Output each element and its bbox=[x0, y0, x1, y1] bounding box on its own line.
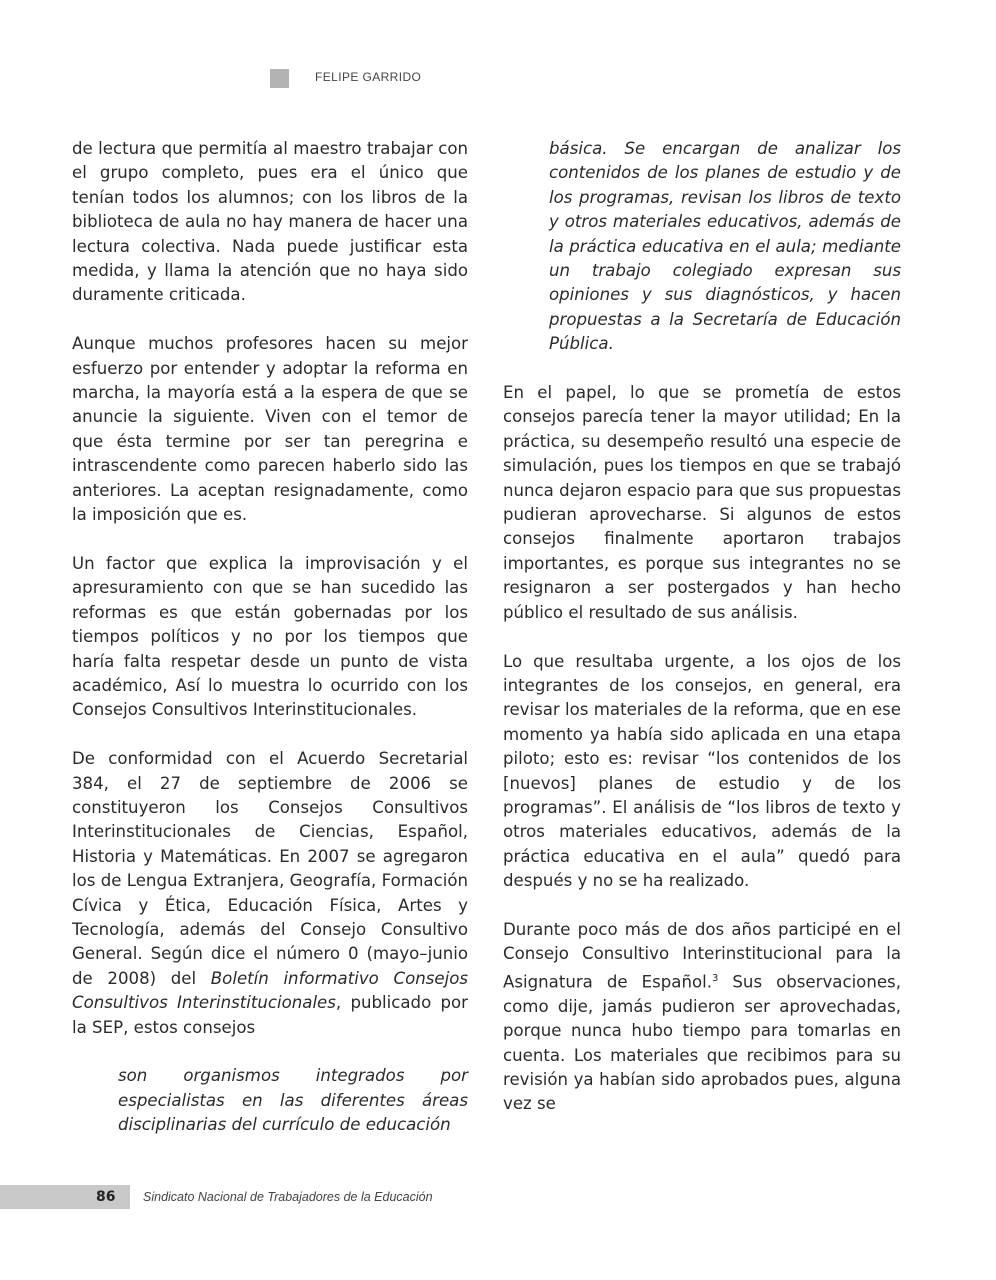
block-quote: son organismos integrados por especialistas en las diferentes áreas disciplinarias del currículo de educación bbox=[118, 1066, 468, 1135]
right-column bbox=[503, 137, 901, 1141]
paragraph bbox=[503, 918, 901, 1117]
left-column bbox=[72, 137, 468, 1162]
paragraph: En el papel, lo que se prometía de estos consejos parecía tener la mayor utilidad; En la práctica, su desempeño resultó una especie de simulación, pues los tiempos en que se trabajó nunca dejaron espacio para que sus propuestas pudieran aprovecharse. Si algunos de estos consejos finalmente aportaron trabajos importantes, es porque sus integrantes no se resignaron a ser postergados y han hecho público el resultado de sus análisis. bbox=[503, 383, 901, 622]
footnote-marker: 3 bbox=[712, 972, 719, 984]
page-number: 86 bbox=[96, 1189, 116, 1205]
paragraph: Un factor que explica la improvisación y el apresuramiento con que se han sucedido las reformas es que están gobernadas por los tiempos políticos y no por los tiempos que haría falta respetar desde un punto de vista académico, Así lo muestra lo ocurrido con los Consejos Consultivos Interinstitucionales. bbox=[72, 553, 468, 720]
paragraph: Aunque muchos profesores hacen su mejor esfuerzo por entender y adoptar la reforma en marcha, la mayoría está a la espera de que se anuncie la siguiente. Viven con el temor de que ésta termine por ser tan peregrina e intrascendente como parecen haberlo sido las anteriores. La aceptan resignadamente, como la imposición que es. bbox=[72, 334, 468, 525]
paragraph-text: Sus observaciones, como dije, jamás pudieron ser aprovechadas, porque nunca hubo tiempo para tomarlas en cuenta. Los materiales que recibimos para su revisión ya habían sido aprobados pues, alguna vez se bbox=[503, 972, 901, 1114]
running-header-author: FELIPE GARRIDO bbox=[315, 70, 422, 84]
footer-organization: Sindicato Nacional de Trabajadores de la Educación bbox=[143, 1190, 433, 1204]
paragraph: de lectura que permitía al maestro trabajar con el grupo completo, pues era el único que tenían todos los alumnos; con los libros de la biblioteca de aula no hay manera de hacer una lectura colectiva. Nada puede justificar esta medida, y llama la atención que no haya sido duramente criticada. bbox=[72, 139, 468, 305]
paragraph bbox=[72, 747, 468, 1040]
paragraph-text: De conformidad con el Acuerdo Secretarial 384, el 27 de septiembre de 2006 se constituyeron los Consejos Consultivos Interinstitucionales de Ciencias, Español, Historia y Matemáticas. En 2007 se agregaron los de Lengua Extranjera, Geografía, Formación Cívica y Ética, Educación Física, Artes y Tecnología, además del Consejo Consultivo General. Según dice el número 0 (mayo–junio de 2008) del bbox=[72, 749, 468, 988]
header-square-mark bbox=[270, 69, 289, 88]
paragraph-text: Durante poco más de dos años participé en el Consejo Consultivo Interinstitucional para la Asignatura de Español. bbox=[503, 919, 901, 992]
paragraph-text: , publicado por la SEP, estos consejos bbox=[72, 993, 468, 1037]
block-quote-continued: básica. Se encargan de analizar los contenidos de los planes de estudio y de los programas, revisan los libros de texto y otros materiales educativos, además de la práctica educativa en el aula; mediante un trabajo colegiado expresan sus opiniones y sus diagnósticos, y hacen propuestas a la Secretaría de Educación Pública. bbox=[549, 139, 901, 354]
bulletin-title: Boletín informativo Consejos Consultivos Interinstitucionales bbox=[72, 968, 468, 1013]
paragraph: Lo que resultaba urgente, a los ojos de los integrantes de los consejos, en general, era revisar los materiales de la reforma, que en ese momento ya había sido aplicada en una etapa piloto; esto es: revisar “los contenidos de los [nuevos] planes de estudio y de los programas”. El análisis de “los libros de texto y otros materiales educativos, además de la práctica educativa en el aula” quedó para después y no se ha realizado. bbox=[503, 651, 901, 891]
